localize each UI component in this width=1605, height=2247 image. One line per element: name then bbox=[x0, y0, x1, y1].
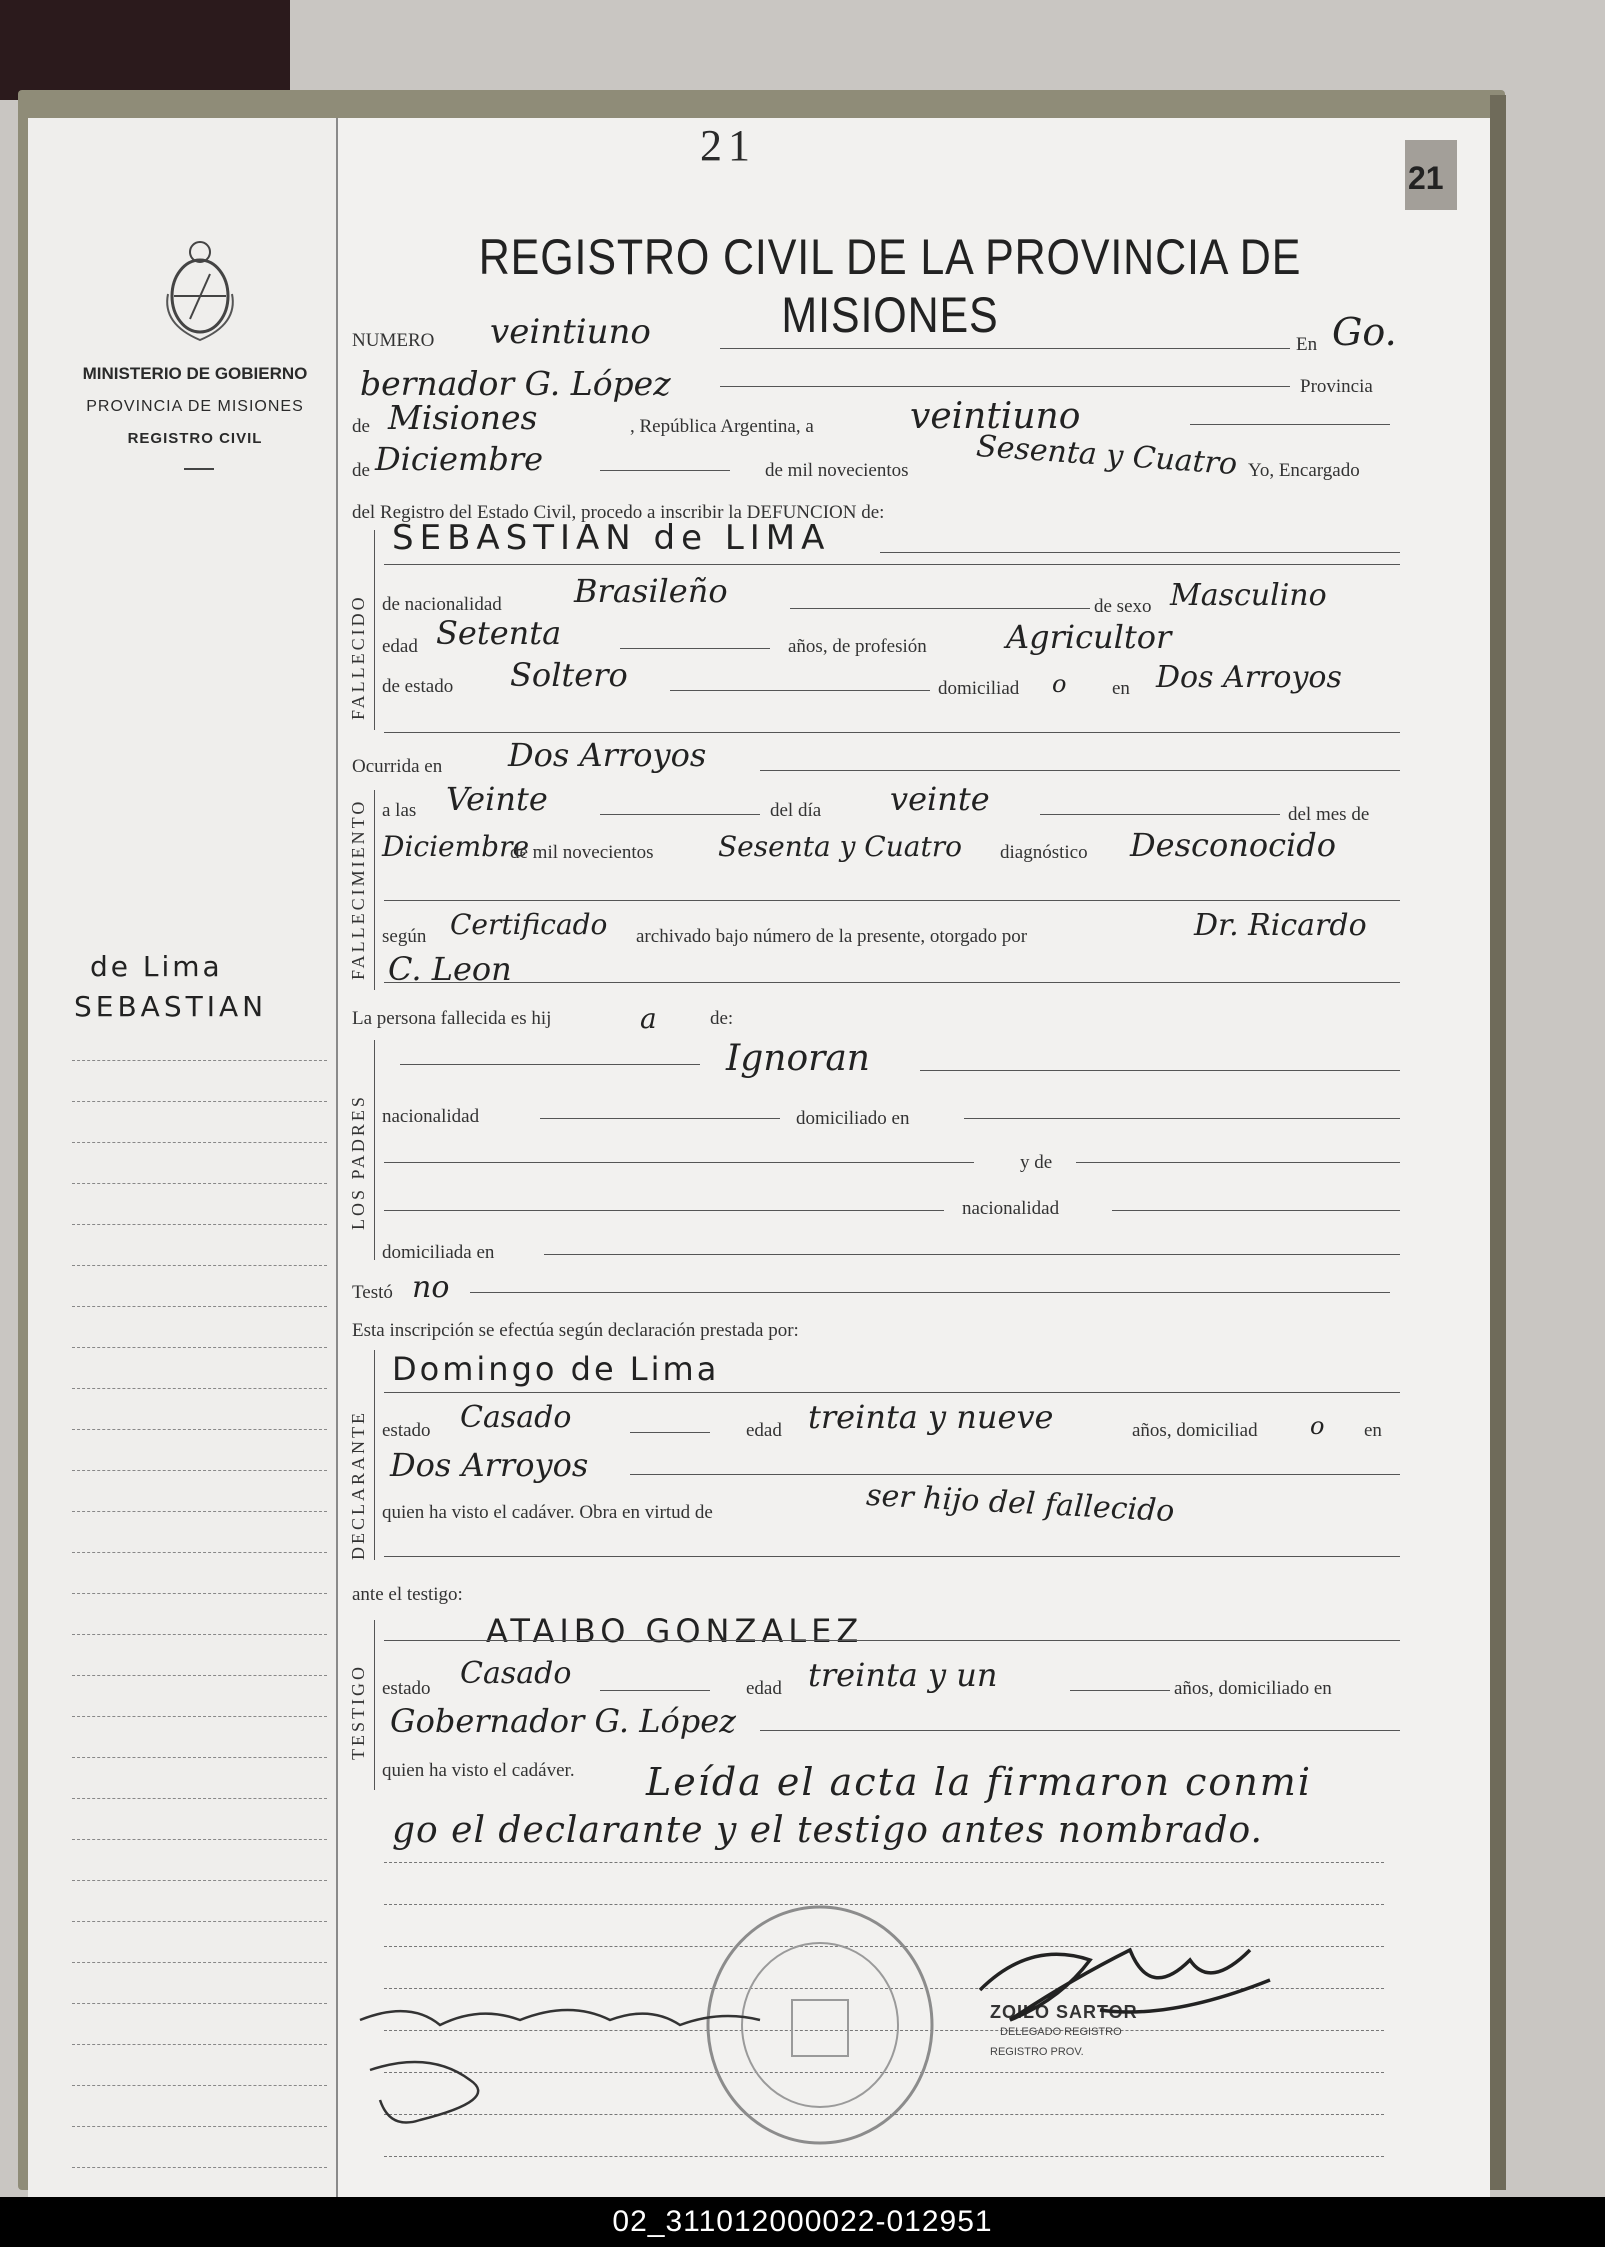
domiciliado-rule bbox=[964, 1118, 1400, 1119]
closing-note-line1: Leída el acta la firmaron conmi bbox=[646, 1760, 1312, 1804]
nacionalidad-label: de nacionalidad bbox=[382, 594, 502, 615]
edad-rule bbox=[620, 648, 770, 649]
profesion-label: años, de profesión bbox=[788, 636, 927, 657]
testigo-edad-value: treinta y un bbox=[808, 1656, 998, 1694]
ante-testigo-label: ante el testigo: bbox=[352, 1584, 463, 1605]
document-id: 02_311012000022-012951 bbox=[612, 2205, 993, 2238]
diagnostico-value: Desconocido bbox=[1130, 826, 1336, 864]
mes-value: Diciembre bbox=[382, 830, 530, 863]
declarante-domicilio-label: años, domiciliad bbox=[1132, 1420, 1258, 1441]
margin-rule bbox=[72, 1757, 327, 1758]
domicilio-label: domiciliad bbox=[938, 678, 1020, 699]
ocurrida-value: Dos Arroyos bbox=[508, 736, 707, 774]
margin-rule bbox=[72, 1921, 327, 1922]
ocurrida-rule bbox=[760, 770, 1400, 771]
archivado-label: archivado bajo número de la presente, otorgado por bbox=[636, 926, 1028, 947]
padre-nacionalidad-rule bbox=[540, 1118, 780, 1119]
otorgado-value: Dr. Ricardo bbox=[1194, 908, 1367, 943]
provincia-label: Provincia bbox=[1300, 376, 1373, 397]
registro-line: del Registro del Estado Civil, procedo a inscribir la DEFUNCION de: bbox=[352, 502, 885, 523]
testigo-name: ATAIBO GONZALEZ bbox=[486, 1612, 864, 1650]
fallecimiento-tag: FALLECIMIENTO bbox=[348, 798, 368, 980]
margin-rule bbox=[72, 2167, 327, 2168]
testigo-edad-rule bbox=[1070, 1690, 1170, 1691]
padres-de-label: de: bbox=[710, 1008, 734, 1029]
background-corner bbox=[0, 0, 290, 100]
dia-label: del día bbox=[770, 800, 822, 821]
ruled-line bbox=[384, 1862, 1384, 1863]
numero-rule bbox=[720, 348, 1290, 349]
otorgado-value-2: C. Leon bbox=[388, 950, 512, 988]
testigo-edad-label: edad bbox=[746, 1678, 782, 1699]
margin-rule bbox=[72, 1060, 327, 1061]
margin-rule bbox=[72, 1798, 327, 1799]
hijo-label: La persona fallecida es hij bbox=[352, 1008, 552, 1029]
segun-label: según bbox=[382, 926, 427, 947]
declarante-domicilio-suffix: o bbox=[1310, 1412, 1325, 1440]
fallecido-bracket bbox=[374, 530, 375, 730]
y-de-label: y de bbox=[1020, 1152, 1053, 1173]
day-rule bbox=[1190, 424, 1390, 425]
diagnostico-label: diagnóstico bbox=[1000, 842, 1088, 863]
margin-rule bbox=[72, 1429, 327, 1430]
declarante-domicilio-value: Dos Arroyos bbox=[390, 1446, 589, 1484]
margin-rule bbox=[72, 1306, 327, 1307]
closing-note-line2: go el declarante y el testigo antes nombrado. bbox=[392, 1810, 1263, 1851]
testigo-visto-label: quien ha visto el cadáver. bbox=[382, 1760, 575, 1781]
nacionalidad-value: Brasileño bbox=[574, 572, 728, 610]
officer-stamp-name: ZOILO SARTOR bbox=[990, 2002, 1138, 2022]
testigo-bracket bbox=[374, 1620, 375, 1790]
testigo-estado-rule bbox=[600, 1690, 710, 1691]
margin-name: SEBASTIAN bbox=[74, 990, 268, 1023]
margin-surname: de Lima bbox=[90, 950, 223, 983]
declarante-estado-rule bbox=[630, 1432, 710, 1433]
margin-rule bbox=[72, 1511, 327, 1512]
officer-stamp-registry: REGISTRO PROV. bbox=[990, 2046, 1084, 2058]
fallecimiento-mil-label: de mil novecientos bbox=[510, 842, 654, 863]
registry-title: REGISTRO CIVIL DE LA PROVINCIA DE MISIONES bbox=[478, 229, 1302, 343]
de-label: de bbox=[352, 416, 370, 437]
declarante-bracket bbox=[374, 1350, 375, 1560]
margin-rule bbox=[72, 1962, 327, 1963]
estado-rule bbox=[670, 690, 930, 691]
padres-bracket bbox=[374, 1040, 375, 1260]
mil-label: de mil novecientos bbox=[765, 460, 909, 481]
ministry-province: PROVINCIA DE MISIONES bbox=[86, 398, 304, 415]
madre-name-rule bbox=[384, 1210, 944, 1211]
margin-rule bbox=[72, 1265, 327, 1266]
margin-rule bbox=[72, 1675, 327, 1676]
nacionalidad-rule bbox=[790, 608, 1090, 609]
testigo-domicilio-rule bbox=[760, 1730, 1400, 1731]
en-value: Go. bbox=[1332, 310, 1397, 354]
margin-rule bbox=[72, 1347, 327, 1348]
day-value: veintiuno bbox=[910, 396, 1081, 437]
margin-rule bbox=[72, 1880, 327, 1881]
name-underline bbox=[384, 564, 1400, 565]
padres-rule-left bbox=[400, 1064, 700, 1065]
margin-rule bbox=[72, 1839, 327, 1840]
testigo-domicilio-label: años, domiciliado en bbox=[1174, 1678, 1332, 1699]
page-number: 21 bbox=[700, 121, 756, 170]
declarante-visto-label: quien ha visto el cadáver. Obra en virtud de bbox=[382, 1502, 713, 1523]
estado-value: Soltero bbox=[510, 656, 628, 694]
sexo-label: de sexo bbox=[1094, 596, 1152, 617]
padres-value: Ignoran bbox=[726, 1038, 870, 1079]
margin-rule bbox=[72, 1470, 327, 1471]
month-value: Diciembre bbox=[375, 440, 544, 478]
estado-label: de estado bbox=[382, 676, 454, 697]
declarante-estado-label: estado bbox=[382, 1420, 431, 1441]
domicilio-en-label: en bbox=[1112, 678, 1130, 699]
domiciliada-rule bbox=[544, 1254, 1400, 1255]
testo-rule bbox=[470, 1292, 1390, 1293]
diagnostico-rule bbox=[384, 900, 1400, 901]
testigo-tag: TESTIGO bbox=[348, 1664, 368, 1760]
margin-rule bbox=[72, 2085, 327, 2086]
dia-value: veinte bbox=[890, 780, 990, 818]
ocurrida-label: Ocurrida en bbox=[352, 756, 443, 777]
numero-value: veintiuno bbox=[490, 312, 651, 352]
declarante-en-label: en bbox=[1364, 1420, 1382, 1441]
declaracion-line: Esta inscripción se efectúa según declaración prestada por: bbox=[352, 1320, 799, 1341]
testigo-estado-label: estado bbox=[382, 1678, 431, 1699]
margin-rule bbox=[72, 1593, 327, 1594]
declarante-name: Domingo de Lima bbox=[392, 1350, 720, 1388]
hora-rule bbox=[600, 814, 760, 815]
margin-rule bbox=[72, 1388, 327, 1389]
mes-label: del mes de bbox=[1288, 804, 1370, 825]
edad-label: edad bbox=[382, 636, 418, 657]
de-label-2: de bbox=[352, 460, 370, 481]
declarante-estado-value: Casado bbox=[460, 1400, 572, 1435]
margin-rule bbox=[72, 1634, 327, 1635]
testigo-domicilio-value: Gobernador G. López bbox=[390, 1702, 737, 1740]
ruled-line bbox=[384, 2156, 1384, 2157]
domicilio-value: Dos Arroyos bbox=[1156, 660, 1342, 695]
segun-value: Certificado bbox=[450, 908, 608, 941]
year-value: Sesenta y Cuatro bbox=[975, 428, 1239, 483]
padre-nacionalidad-label: nacionalidad bbox=[382, 1106, 480, 1127]
dia-rule bbox=[1040, 814, 1280, 815]
numero-label: NUMERO bbox=[352, 330, 435, 351]
testo-label: Testó bbox=[352, 1282, 393, 1303]
domiciliada-label: domiciliada en bbox=[382, 1242, 495, 1263]
ministry-divider bbox=[184, 468, 214, 470]
sexo-value: Masculino bbox=[1170, 578, 1327, 613]
margin-rule bbox=[72, 2044, 327, 2045]
margin-rule bbox=[72, 2003, 327, 2004]
madre-nacionalidad-rule bbox=[1112, 1210, 1400, 1211]
provincia-value: Misiones bbox=[388, 398, 538, 437]
officer-signature-icon bbox=[950, 1920, 1290, 2060]
margin-rule bbox=[72, 2126, 327, 2127]
hora-value: Veinte bbox=[446, 780, 548, 818]
anio-value: Sesenta y Cuatro bbox=[718, 830, 962, 863]
testigo-estado-value: Casado bbox=[460, 1656, 572, 1691]
hijo-suffix: a bbox=[640, 1002, 657, 1035]
margin-rule bbox=[72, 1101, 327, 1102]
domicilio-suffix: o bbox=[1052, 670, 1067, 698]
madre-nacionalidad-label: nacionalidad bbox=[962, 1198, 1060, 1219]
ministry-name: MINISTERIO DE GOBIERNO bbox=[82, 364, 308, 383]
place-value: bernador G. López bbox=[360, 364, 671, 403]
fallecido-tag: FALLECIDO bbox=[348, 594, 368, 720]
declarante-edad-label: edad bbox=[746, 1420, 782, 1441]
ministry-registry: REGISTRO CIVIL bbox=[127, 430, 263, 447]
margin-rule bbox=[72, 1183, 327, 1184]
name-rule bbox=[880, 552, 1400, 553]
declarante-signature-icon bbox=[350, 1990, 770, 2140]
yo-label: Yo, Encargado bbox=[1248, 460, 1360, 481]
edad-value: Setenta bbox=[436, 614, 562, 652]
corner-number: 21 bbox=[1408, 160, 1444, 196]
margin-rule bbox=[72, 1716, 327, 1717]
margin-rule bbox=[72, 1552, 327, 1553]
declarante-tag: DECLARANTE bbox=[348, 1410, 368, 1560]
testigo-name-rule bbox=[384, 1640, 1400, 1641]
deceased-name: SEBASTIAN de LIMA bbox=[392, 518, 831, 558]
declarante-domicilio-rule bbox=[630, 1474, 1400, 1475]
month-rule bbox=[600, 470, 730, 471]
declarante-edad-value: treinta y nueve bbox=[808, 1398, 1054, 1436]
margin-rule bbox=[72, 1224, 327, 1225]
place-rule bbox=[720, 386, 1290, 387]
book-spine-edge bbox=[1490, 95, 1506, 2190]
fallecimiento-bracket bbox=[374, 790, 375, 990]
fallecido-end-rule bbox=[384, 732, 1400, 733]
en-label: En bbox=[1296, 334, 1318, 355]
padres-rule-right bbox=[920, 1070, 1400, 1071]
officer-stamp-title: DELEGADO REGISTRO bbox=[1000, 2026, 1122, 2038]
testo-value: no bbox=[412, 1270, 450, 1305]
declarante-end-rule bbox=[384, 1556, 1400, 1557]
declarante-name-rule bbox=[384, 1392, 1400, 1393]
virtud-value: ser hijo del fallecido bbox=[865, 1477, 1176, 1530]
otorgado-rule bbox=[384, 982, 1400, 983]
domiciliado-label: domiciliado en bbox=[796, 1108, 910, 1129]
padres-tag: LOS PADRES bbox=[348, 1094, 368, 1230]
madre-rule bbox=[384, 1162, 974, 1163]
hora-label: a las bbox=[382, 800, 417, 821]
republica-label: , República Argentina, a bbox=[630, 416, 814, 437]
madre-rule-2 bbox=[1076, 1162, 1400, 1163]
profesion-value: Agricultor bbox=[1006, 618, 1172, 656]
coat-of-arms-icon bbox=[160, 234, 240, 346]
margin-rule bbox=[72, 1142, 327, 1143]
